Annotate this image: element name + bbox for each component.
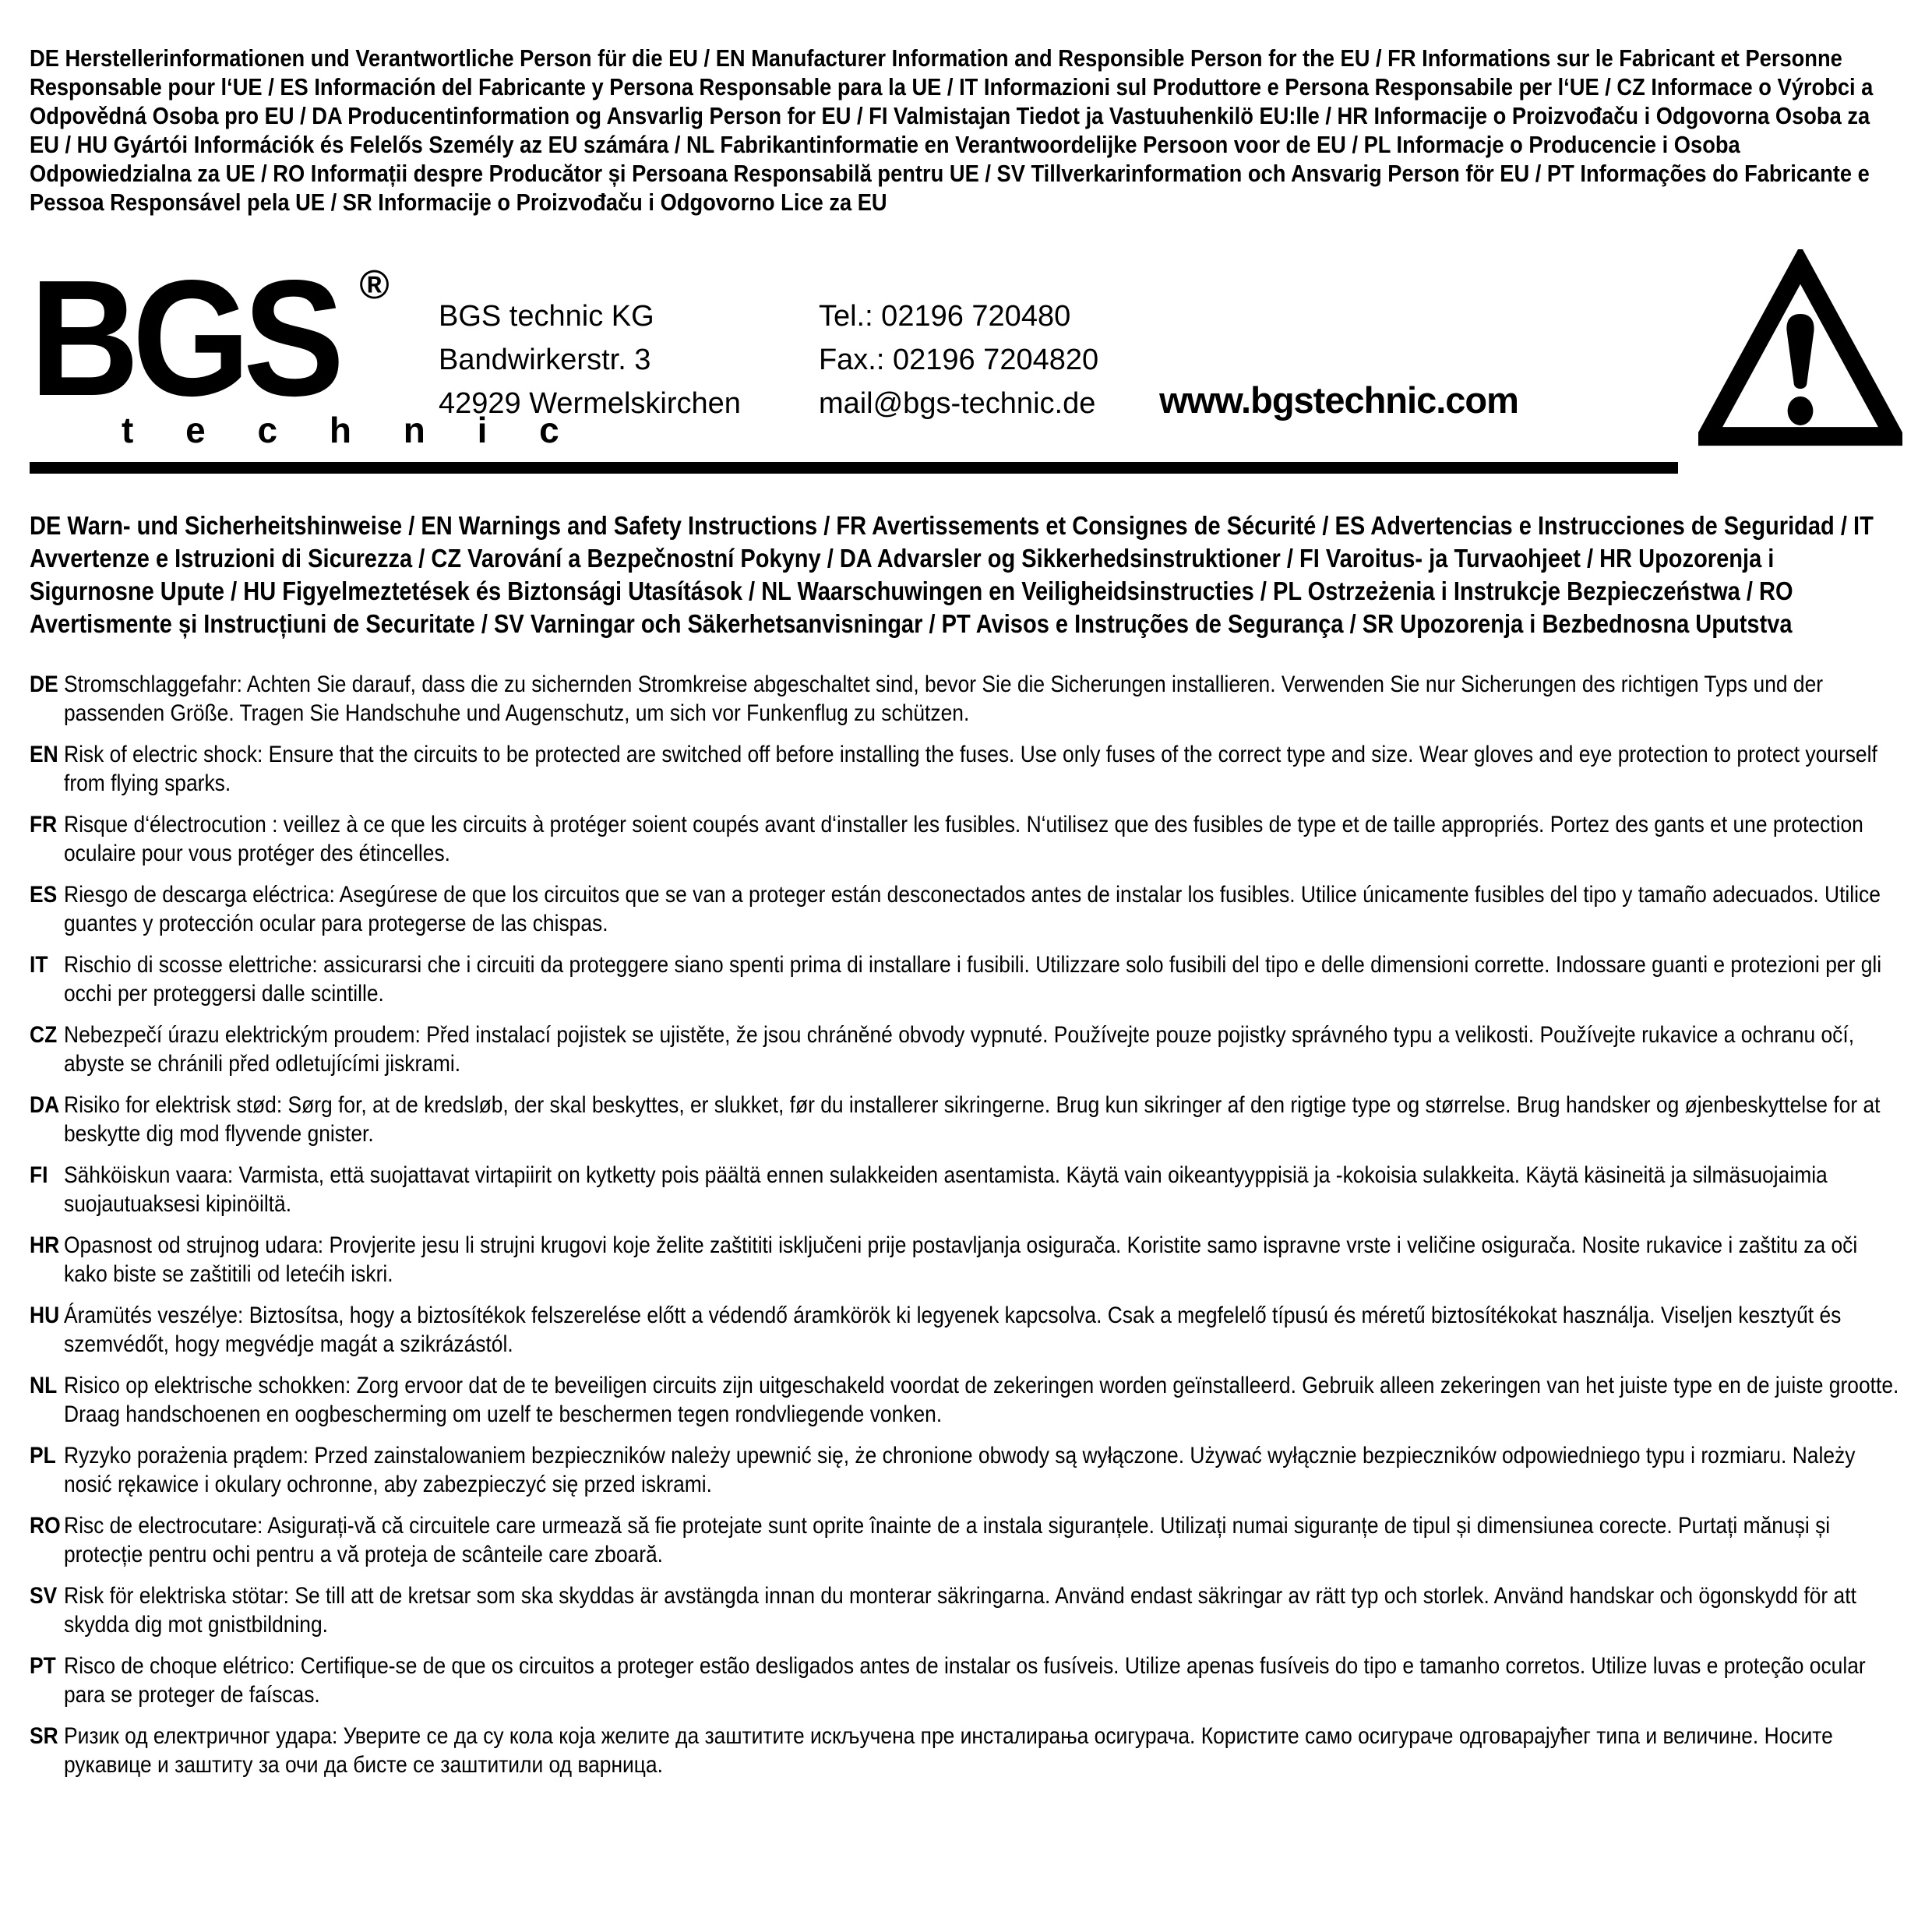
warning-text: Stromschlaggefahr: Achten Sie darauf, dass die zu sichernden Stromkreise abgeschaltet sind, bevor Sie die Sicherungen installieren. Verwenden Sie nur Sicherungen des richtigen Typs und der passenden Größe. Tragen Sie Handschuhe und Augenschutz, um sich vor Funkenflug zu schützen. <box>64 672 1824 727</box>
warning-row <box>30 1581 1903 1639</box>
warning-text: Ризик од електричног удара: Уверите се да су кола која желите да заштитите искључена пре инсталирања осигурача. Користите само осигураче одговарајућег типа и величине. Носите рукавице и заштиту за очи да бисте се заштитили од варница. <box>64 1723 1833 1779</box>
warning-language-code: PT <box>30 1653 56 1680</box>
warning-row <box>30 1301 1903 1359</box>
warning-language-code: ES <box>30 882 58 908</box>
warning-text: Sähköiskun vaara: Varmista, että suojattavat virtapiirit on kytketty pois päältä ennen sulakkeiden asentamista. Käytä vain oikeantyyppisiä ja -kokoisia sulakkeita. Käytä käsineitä ja silmäsuojaimia suojautuaksesi kipinöiltä. <box>64 1162 1828 1218</box>
divider-rule <box>30 462 1678 474</box>
warning-language-code: HU <box>30 1303 60 1329</box>
warning-row <box>30 740 1903 798</box>
company-street: Bandwirkerstr. 3 <box>439 344 651 376</box>
warning-triangle-icon <box>1698 249 1902 453</box>
warning-row <box>30 1231 1903 1289</box>
warning-text: Áramütés veszélye: Biztosítsa, hogy a biztosítékok felszerelése előtt a védendő áramkörök ki legyenek kapcsolva. Csak a megfelelő típusú és méretű biztosítékokat használja. Viseljen kesztyűt és szemvédőt, hogy megvédje magát a szikrázástól. <box>64 1303 1842 1358</box>
warning-text: Risque d‘électrocution : veillez à ce que les circuits à protéger soient coupés avant d‘installer les fusibles. N‘utilisez que des fusibles de type et de taille appropriés. Portez des gants et une protection oculaire pour vous protéger des étincelles. <box>64 812 1863 867</box>
warning-row <box>30 1371 1903 1429</box>
warning-language-code: FI <box>30 1162 48 1189</box>
warning-language-code: IT <box>30 952 48 978</box>
warning-language-code: EN <box>30 742 58 768</box>
warning-language-code: SV <box>30 1583 58 1609</box>
warning-row <box>30 1161 1903 1218</box>
warning-language-code: SR <box>30 1723 58 1750</box>
contact-info <box>819 294 1098 425</box>
warning-text: Risco de choque elétrico: Certifique-se de que os circuitos a proteger estão desligados antes de instalar os fusíveis. Utilize apenas fusíveis do tipo e tamanho corretos. Utilize luvas e proteção ocular para se proteger de faíscas. <box>64 1653 1866 1708</box>
website-url: www.bgstechnic.com <box>1159 379 1518 421</box>
warning-language-code: RO <box>30 1513 61 1539</box>
safety-instructions-heading: DE Warn- und Sicherheitshinweise / EN Warnings and Safety Instructions / FR Avertissements et Consignes de Sécurité / ES Advertencias e Instrucciones de Seguridad / IT Avvertenze e Istruzioni di Sicurezza / CZ Varování a Bezpečnostní Pokyny / DA Advarsler og Sikkerhedsinstruktioner / FI Varoitus- ja Turvaohjeet / HR Upozorenja i Sigurnosne Upute / HU Figyelmeztetések és Biztonsági Utasítások / NL Waarschuwingen en Veiligheidsinstructies / PL Ostrzeżenia i Instrukcje Bezpieczeństwa / RO Avertismente și Instrucțiuni de Securitate / SV Varningar och Säkerhetsanvisningar / PT Avisos e Instruções de Segurança / SR Upozorenja i Bezbednosna Uputstva <box>30 511 1874 639</box>
warning-row <box>30 1652 1903 1709</box>
warning-language-code: CZ <box>30 1022 58 1049</box>
warnings-list <box>30 670 1903 1779</box>
warning-row <box>30 950 1903 1008</box>
warning-text: Rischio di scosse elettriche: assicurarsi che i circuiti da proteggere siano spenti prima di installare i fusibili. Utilizzare solo fusibili del tipo e delle dimensioni corrette. Indossare guanti e protezioni per gli occhi per proteggersi dalle scintille. <box>64 952 1882 1007</box>
letterhead <box>30 245 1904 474</box>
company-city: 42929 Wermelskirchen <box>439 387 741 420</box>
warning-row <box>30 880 1903 938</box>
warning-text: Opasnost od strujnog udara: Provjerite jesu li strujni krugovi koje želite zaštititi isključeni prije postavljanja osigurača. Koristite samo ispravne vrste i veličine osigurača. Nosite rukavice i zaštitu za oči kako biste se zaštitili od letećih iskri. <box>64 1232 1858 1288</box>
warning-row <box>30 670 1903 728</box>
warning-language-code: FR <box>30 812 58 838</box>
warning-text: Nebezpečí úrazu elektrickým proudem: Před instalací pojistek se ujistěte, že jsou chráněné obvody vypnuté. Používejte pouze pojistky správného typu a velikosti. Používejte rukavice a ochranu očí, abyste se chránili před odletujícími jiskrami. <box>64 1022 1855 1077</box>
warning-text: Risk of electric shock: Ensure that the circuits to be protected are switched off before installing the fuses. Use only fuses of the correct type and size. Wear gloves and eye protection to protect yourself from flying sparks. <box>64 742 1877 797</box>
warning-text: Risk för elektriska stötar: Se till att de kretsar som ska skyddas är avstängda innan du monterar säkringarna. Använd endast säkringar av rätt typ och storlek. Använd handskar och ögonskydd för att skydda dig mot gnistbildning. <box>64 1583 1856 1638</box>
warning-language-code: HR <box>30 1232 60 1259</box>
warning-row <box>30 810 1903 868</box>
warning-row <box>30 1511 1903 1569</box>
warning-text: Risiko for elektrisk stød: Sørg for, at de kredsløb, der skal beskyttes, er slukket, før du installerer sikringerne. Brug kun sikringer af den rigtige type og størrelse. Brug handsker og øjenbeskyttelse for at beskytte dig mod flyvende gnister. <box>64 1092 1881 1148</box>
warning-text: Risico op elektrische schokken: Zorg ervoor dat de te beveiligen circuits zijn uitgeschakeld voordat de zekeringen worden geïnstalleerd. Gebruik alleen zekeringen van het juiste type en de juiste grootte. Draag handschoenen en oogbescherming om uzelf te beschermen tegen rondvliegende vonken. <box>64 1373 1899 1428</box>
manufacturer-info-heading: DE Herstellerinformationen und Verantwortliche Person für die EU / EN Manufacturer Information and Responsible Person for the EU / FR Informations sur le Fabricant et Personne Responsable pour l‘UE / ES Información del Fabricante y Persona Responsable para la UE / IT Informazioni sul Produttore e Persona Responsabile per l‘UE / CZ Informace o Výrobci a Odpovědná Osoba pro EU / DA Producentinformation og Ansvarlig Person for EU / FI Valmistajan Tiedot ja Vastuuhenkilö EU:lle / HR Informacije o Proizvođaču i Odgovorna Osoba za EU / HU Gyártói Információk és Felelős Személy az EU számára / NL Fabrikantinformatie en Verantwoordelijke Persoon voor de EU / PL Informacje o Producencie i Osoba Odpowiedzialna za UE / RO Informații despre Producător și Persoana Responsabilă pentru UE / SV Tillverkarinformation och Ansvarig Person för EU / PT Informações do Fabricante e Pessoa Responsável pela UE / SR Informacije o Proizvođaču i Odgovorno Lice za EU <box>30 44 1874 216</box>
email-address: mail@bgs-technic.de <box>818 387 1096 420</box>
warning-language-code: DE <box>30 672 58 698</box>
warning-text: Ryzyko porażenia prądem: Przed zainstalowaniem bezpieczników należy upewnić się, że chronione obwody są wyłączone. Używać wyłącznie bezpieczników odpowiedniego typu i rozmiaru. Należy nosić rękawice i okulary ochronne, aby zabezpieczyć się przed iskrami. <box>64 1443 1856 1498</box>
registered-trademark-icon: ® <box>359 263 390 308</box>
warning-language-code: NL <box>30 1373 58 1399</box>
warning-row <box>30 1722 1903 1779</box>
warning-text: Risc de electrocutare: Asigurați-vă că circuitele care urmează să fie protejate sunt oprite înainte de a instala siguranțele. Utilizați numai siguranțe de tipul și dimensiunea corecte. Purtați mănuși și protecție pentru ochi pentru a vă proteja de scânteile care zboară. <box>64 1513 1831 1568</box>
warning-row <box>30 1441 1903 1499</box>
company-name: BGS technic KG <box>439 300 654 333</box>
fax-number: Fax.: 02196 7204820 <box>818 344 1099 376</box>
company-address <box>439 294 741 425</box>
warning-row <box>30 1091 1903 1148</box>
warning-text: Riesgo de descarga eléctrica: Asegúrese de que los circuitos que se van a proteger están desconectados antes de instalar los fusibles. Utilice únicamente fusibles del tipo y tamaño adecuados. Utilice guantes y protección ocular para protegerse de las chispas. <box>64 882 1881 937</box>
bgs-logo-wordmark: BGS <box>30 245 338 430</box>
warning-row <box>30 1021 1903 1078</box>
bgs-logo-subtext: t e c h n i c <box>122 410 580 451</box>
phone-number: Tel.: 02196 720480 <box>818 300 1071 333</box>
warning-language-code: PL <box>30 1443 56 1469</box>
warning-language-code: DA <box>30 1092 60 1119</box>
